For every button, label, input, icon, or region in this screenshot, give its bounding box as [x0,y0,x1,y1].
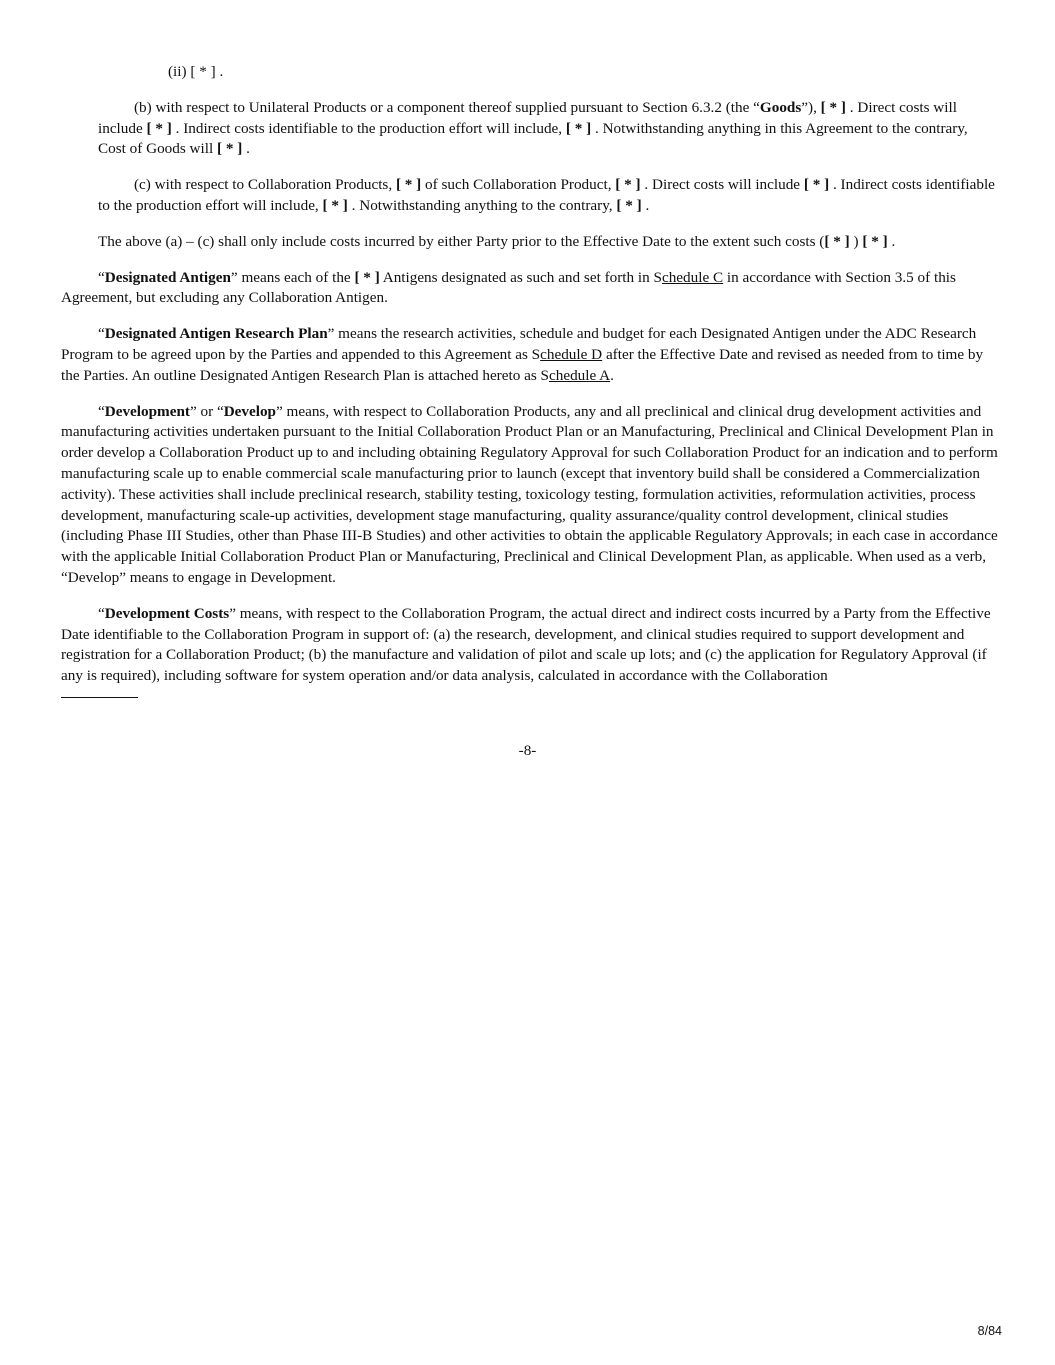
schedule-c-link: chedule C [661,268,724,286]
footnote-separator [61,697,138,698]
definition-research-plan: “Designated Antigen Research Plan” means the research activities, schedule and budget for each Designated Antigen under the ADC Research Program to be agreed upon by the Parties and appended to this Agreement as Schedule D after the Effective Date and revised as needed from to time by the Parties. An outline Designated Antigen Research Plan is attached hereto as Schedule A. [61,325,984,384]
redaction-mark: [ * ] [615,176,641,194]
defined-term-goods: Goods [759,98,802,116]
defined-term: Development Costs [104,604,230,622]
redaction-mark: [ * ] [146,119,172,137]
redaction-mark: [ * ] [820,98,846,116]
redaction-mark: [ * ] [395,176,422,194]
redaction-mark: [ * ] [824,232,850,250]
defined-term: Development [104,402,190,420]
paragraph-c: (c) with respect to Collaboration Products, [ * ] of such Collaboration Product, [ * ] . Direct costs will include [ * ] . Indirect costs identifiable to the production effort will include, [ * ] . Notwithstanding anything to the contrary, [ * ] . [98,176,995,214]
redaction-mark: [ * ] [216,140,243,158]
paragraph-b: (b) with respect to Unilateral Products or a component thereof supplied pursuant to Section 6.3.2 (the “Goods”), [ * ] . Direct costs will include [ * ] . Indirect costs identifiable to the production effort will include, [ * ] . Notwithstanding anything in this Agreement to the contrary, Cost of Goods will [ * ] . [98,98,968,158]
redaction-mark: [ * ] [354,268,380,286]
redaction-mark: [ * ] [322,196,348,214]
page-counter: 8/84 [977,1324,1002,1338]
defined-term: Designated Antigen [104,268,231,286]
document-page [61,62,999,687]
redaction-mark: [ * ] [565,119,592,137]
redaction-mark: [ * ] [862,232,888,250]
item-ii: (ii) [ * ] . [168,63,224,80]
defined-term: Develop [223,402,276,420]
schedule-a-link: chedule A [549,366,611,384]
redaction-mark: [ * ] [616,196,642,214]
redaction-mark: [ * ] [803,176,830,194]
page-number: -8- [518,742,537,759]
definition-development-costs: “Development Costs” means, with respect to the Collaboration Program, the actual direct and indirect costs incurred by a Party from the Effective Date identifiable to the Collaboration Program in support of: (a) the research, development, and clinical studies required to support development and registration for a Collaboration Product; (b) the manufacture and validation of pilot and scale up lots; and (c) the application for Regulatory Approval (if any is required), including software for system operation and/or data analysis, calculated in accordance with the Collaboration [61,604,991,685]
schedule-d-link: chedule D [540,345,603,363]
defined-term: Designated Antigen Research Plan [104,325,328,343]
paragraph-above-a-c: The above (a) – (c) shall only include costs incurred by either Party prior to the Effective Date to the extent such costs ([ * ] ) [ * ] . [98,232,896,250]
definition-development: “Development” or “Develop” means, with respect to Collaboration Products, any and all preclinical and clinical drug development activities and manufacturing activities undertaken pursuant to the Initial Collaboration Product Plan or an Manufacturing, Preclinical and Clinical Development Plan in order develop a Collaboration Product up to and including obtaining Regulatory Approval for such Collaboration Product for an indication and to perform manufacturing scale up to enable commercial scale manufacturing prior to launch (except that inventory build shall be considered a Commercialization activity). These activities shall include preclinical research, stability testing, toxicology testing, formulation activities, reformulation activities, process development, manufacturing scale-up activities, development stage manufacturing, quality assurance/quality control development, clinical studies (including Phase III Studies, other than Phase III-B Studies) and other activities to obtain the applicable Regulatory Approvals; in each case in accordance with the applicable Initial Collaboration Product Plan or Manufacturing, Preclinical and Clinical Development Plan, as applicable. When used as a verb, “Develop” means to engage in Development. [61,402,998,586]
definition-designated-antigen: “Designated Antigen” means each of the [ * ] Antigens designated as such and set forth in Schedule C in accordance with Section 3.5 of this Agreement, but excluding any Collaboration Antigen. [61,268,956,307]
